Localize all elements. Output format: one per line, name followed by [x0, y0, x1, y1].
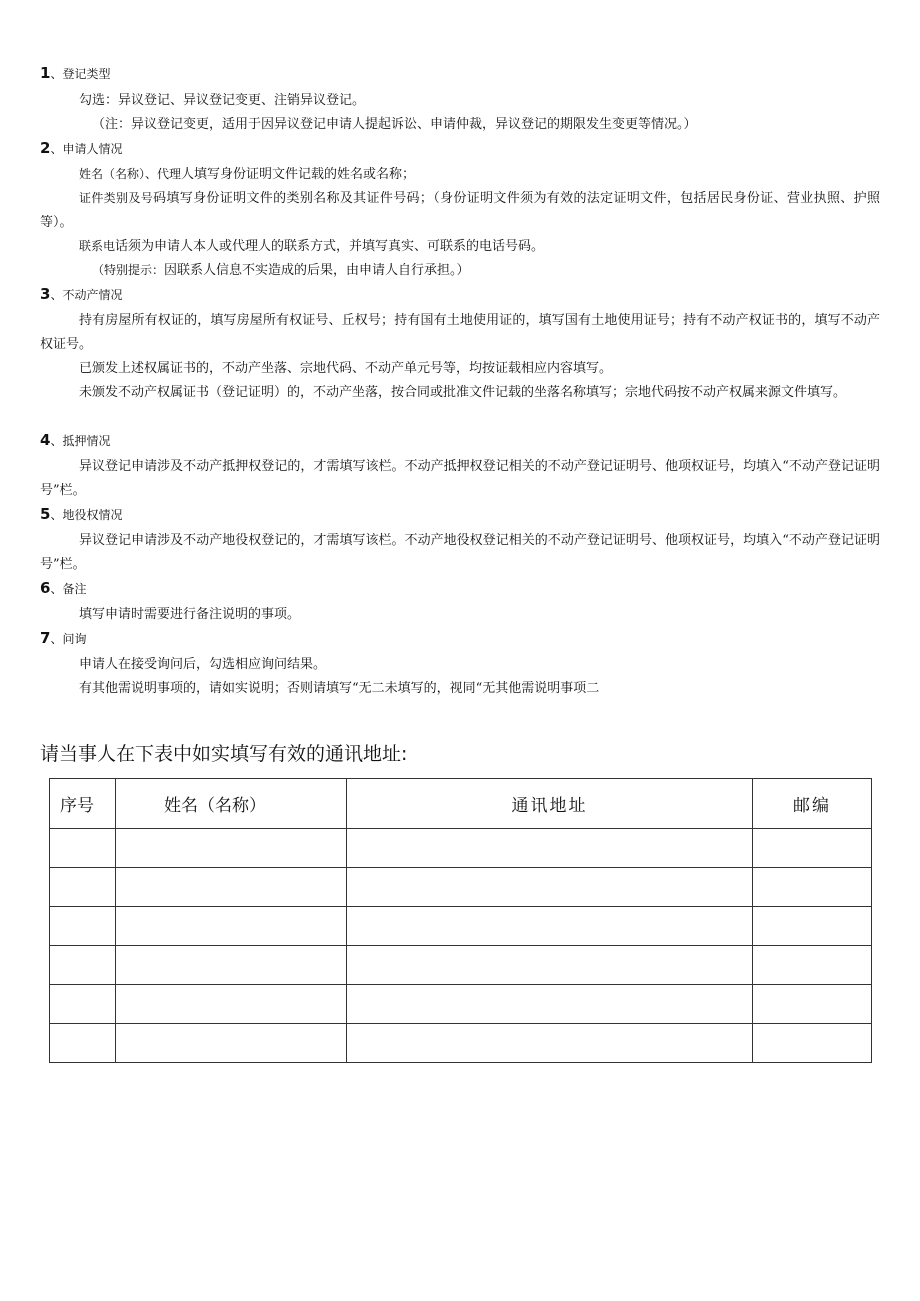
address-table — [49, 778, 872, 1063]
table-row — [50, 1024, 872, 1063]
section-2-heading — [40, 139, 122, 158]
section-3-paragraph-2: 已颁发上述权属证书的，不动产坐落、宗地代码、不动产单元号等，均按证载相应内容填写。 — [79, 361, 613, 376]
section-1-paragraph-1: 勾选：异议登记、异议登记变更、注销异议登记。 — [79, 93, 366, 108]
section-title: 登记类型 — [62, 67, 111, 81]
section-1-note: （注：异议登记变更，适用于因异议登记申请人提起诉讼、申请仲裁，异议登记的期限发生变更等情况。） — [92, 117, 697, 132]
section-1-heading — [40, 64, 110, 83]
section-separator: 、 — [50, 288, 63, 302]
name-cell[interactable] — [116, 907, 347, 946]
section-3-paragraph-1: 持有房屋所有权证的，填写房屋所有权证号、丘权号；持有国有土地使用证的，填写国有土地使用证号；持有不动产权证书的，填写不动产权证号。 — [40, 313, 880, 352]
table-row — [50, 868, 872, 907]
section-5-heading — [40, 505, 122, 524]
header-name: 姓名（名称） — [116, 779, 347, 829]
section-number: 6 — [40, 579, 51, 597]
serial-number-cell[interactable] — [50, 985, 116, 1024]
section-number: 5 — [40, 505, 51, 523]
name-cell[interactable] — [116, 985, 347, 1024]
name-cell[interactable] — [116, 946, 347, 985]
postcode-cell[interactable] — [753, 1024, 872, 1063]
serial-number-cell[interactable] — [50, 946, 116, 985]
section-7-paragraph-1: 申请人在接受询问后，勾选相应询问结果。 — [79, 657, 327, 672]
section-title: 问询 — [62, 632, 87, 646]
section-number: 2 — [40, 139, 51, 157]
serial-number-cell[interactable] — [50, 1024, 116, 1063]
section-separator: 、 — [50, 508, 63, 522]
section-4-paragraph-1: 异议登记申请涉及不动产抵押权登记的，才需填写该栏。不动产抵押权登记相关的不动产登记证明号、他项权证号，均填入“不动产登记证明号”栏。 — [40, 459, 880, 498]
section-title: 申请人情况 — [62, 142, 123, 156]
table-row — [50, 829, 872, 868]
serial-number-cell[interactable] — [50, 868, 116, 907]
section-separator: 、 — [50, 434, 63, 448]
mailing-address-cell[interactable] — [347, 868, 753, 907]
name-cell[interactable] — [116, 1024, 347, 1063]
postcode-cell[interactable] — [753, 946, 872, 985]
section-2-paragraph-2: 证件类别及号码填写身份证明文件的类别名称及其证件号码；（身份证明文件须为有效的法定证明文件，包括居民身份证、营业执照、护照等）。 — [40, 191, 880, 230]
section-6-paragraph-1: 填写申请时需要进行备注说明的事项。 — [79, 607, 301, 622]
section-2-paragraph-1: 姓名（名称）、代理人填写身份证明文件记载的姓名或名称； — [79, 167, 416, 182]
section-number: 7 — [40, 629, 51, 647]
section-7-paragraph-2: 有其他需说明事项的，请如实说明；否则请填写“无二未填写的，视同“无其他需说明事项二 — [79, 681, 600, 696]
header-serial-number: 序号 — [50, 779, 116, 829]
address-table-title: 请当事人在下表中如实填写有效的通讯地址: — [40, 743, 408, 765]
mailing-address-cell[interactable] — [347, 985, 753, 1024]
mailing-address-cell[interactable] — [347, 946, 753, 985]
section-number: 3 — [40, 285, 51, 303]
postcode-cell[interactable] — [753, 907, 872, 946]
table-row — [50, 946, 872, 985]
header-postcode: 邮编 — [753, 779, 872, 829]
section-title: 不动产情况 — [62, 288, 123, 302]
postcode-cell[interactable] — [753, 985, 872, 1024]
section-separator: 、 — [50, 632, 63, 646]
table-row — [50, 985, 872, 1024]
section-title: 备注 — [62, 582, 87, 596]
mailing-address-cell[interactable] — [347, 829, 753, 868]
postcode-cell[interactable] — [753, 868, 872, 907]
address-table-header-row — [50, 779, 872, 829]
section-separator: 、 — [50, 142, 63, 156]
section-number: 1 — [40, 64, 51, 82]
section-3-paragraph-3: 未颁发不动产权属证书（登记证明）的，不动产坐落，按合同或批准文件记载的坐落名称填写；宗地代码按不动产权属来源文件填写。 — [79, 385, 847, 400]
section-separator: 、 — [50, 67, 63, 81]
section-separator: 、 — [50, 582, 63, 596]
serial-number-cell[interactable] — [50, 907, 116, 946]
section-4-heading — [40, 431, 110, 450]
table-row — [50, 907, 872, 946]
section-title: 抵押情况 — [62, 434, 111, 448]
name-cell[interactable] — [116, 868, 347, 907]
postcode-cell[interactable] — [753, 829, 872, 868]
section-3-heading — [40, 285, 122, 304]
name-cell[interactable] — [116, 829, 347, 868]
section-6-heading — [40, 579, 86, 598]
mailing-address-cell[interactable] — [347, 907, 753, 946]
section-2-paragraph-3: 联系电话须为申请人本人或代理人的联系方式，并填写真实、可联系的电话号码。 — [79, 239, 545, 254]
section-7-heading — [40, 629, 86, 648]
mailing-address-cell[interactable] — [347, 1024, 753, 1063]
section-2-special-note: （特别提示：因联系人信息不实造成的后果，由申请人自行承担。） — [92, 263, 470, 278]
serial-number-cell[interactable] — [50, 829, 116, 868]
section-number: 4 — [40, 431, 51, 449]
section-title: 地役权情况 — [62, 508, 123, 522]
section-5-paragraph-1: 异议登记申请涉及不动产地役权登记的，才需填写该栏。不动产地役权登记相关的不动产登记证明号、他项权证号，均填入“不动产登记证明号”栏。 — [40, 533, 880, 572]
header-mailing-address: 通讯地址 — [347, 779, 753, 829]
